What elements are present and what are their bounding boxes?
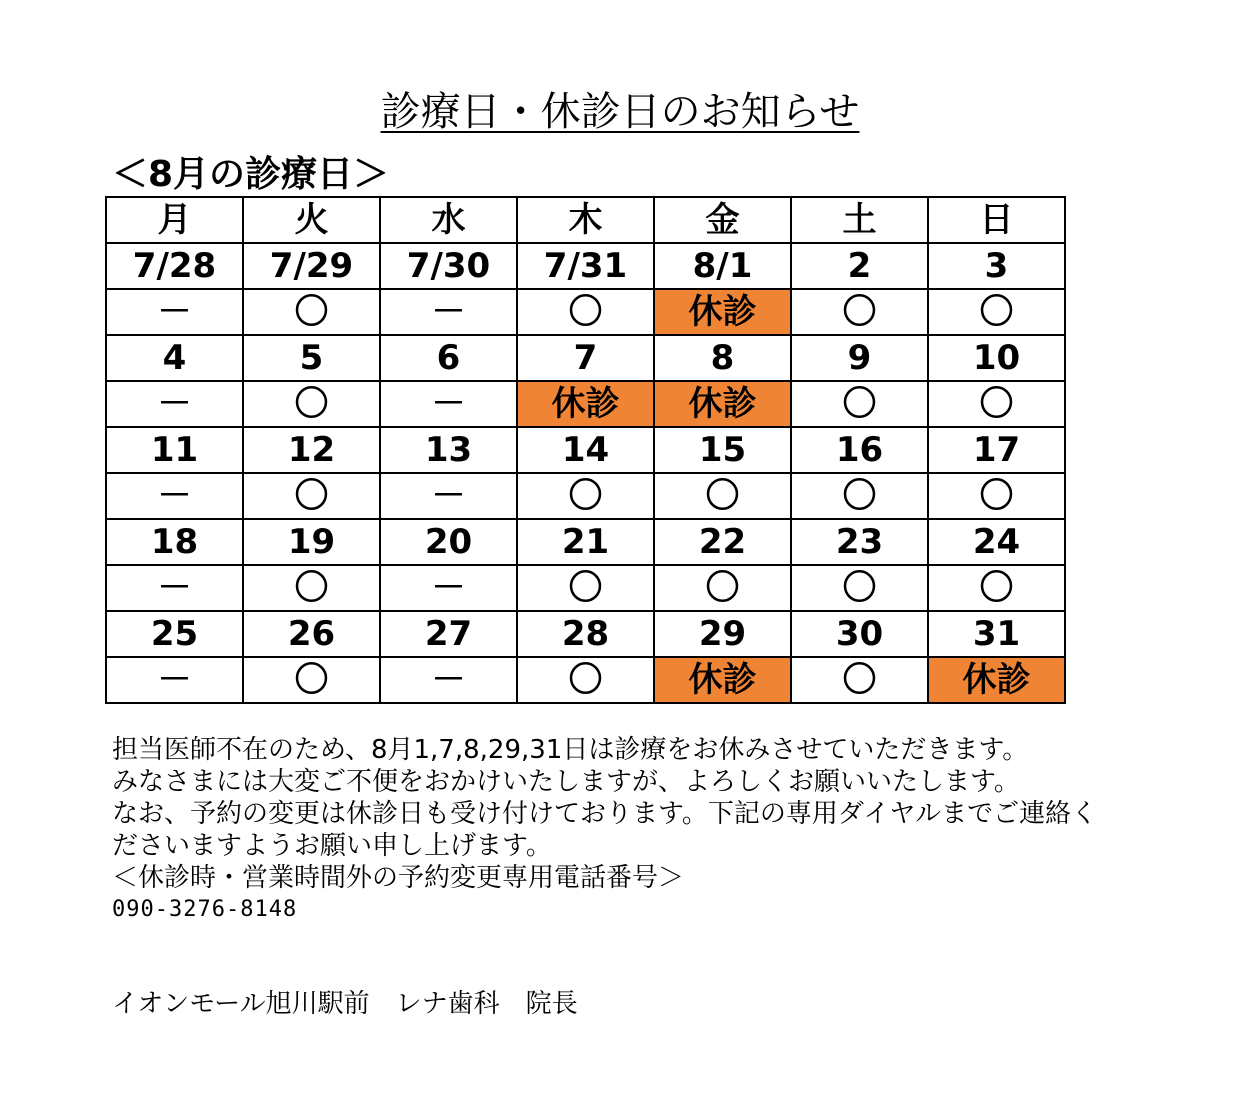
status-cell: 〇 [791, 657, 928, 703]
date-cell: 24 [928, 519, 1065, 565]
status-cell-closed: 休診 [654, 657, 791, 703]
status-cell: 〇 [928, 289, 1065, 335]
clinic-signature: イオンモール旭川駅前 レナ歯科 院長 [112, 989, 578, 1019]
status-cell: － [106, 657, 243, 703]
weekday-header: 日 [928, 197, 1065, 243]
date-cell: 5 [243, 335, 380, 381]
date-cell: 14 [517, 427, 654, 473]
date-cell: 7/31 [517, 243, 654, 289]
date-cell: 10 [928, 335, 1065, 381]
status-cell-closed: 休診 [654, 381, 791, 427]
date-cell: 7/29 [243, 243, 380, 289]
calendar-table [105, 196, 1066, 704]
status-cell: 〇 [243, 473, 380, 519]
status-cell: 〇 [517, 473, 654, 519]
date-cell: 3 [928, 243, 1065, 289]
weekday-header: 水 [380, 197, 517, 243]
date-cell: 8/1 [654, 243, 791, 289]
date-cell: 21 [517, 519, 654, 565]
date-cell: 8 [654, 335, 791, 381]
date-cell: 29 [654, 611, 791, 657]
date-cell: 9 [791, 335, 928, 381]
date-cell: 22 [654, 519, 791, 565]
phone-label: ＜休診時・営業時間外の予約変更専用電話番号＞ [112, 863, 685, 893]
status-cell: 〇 [243, 565, 380, 611]
status-cell: 〇 [791, 381, 928, 427]
date-cell: 11 [106, 427, 243, 473]
date-row [106, 519, 1065, 565]
status-row [106, 381, 1065, 427]
date-cell: 6 [380, 335, 517, 381]
status-cell: － [106, 473, 243, 519]
weekday-header: 土 [791, 197, 928, 243]
page-title-text: 診療日・休診日のお知らせ [380, 89, 860, 135]
status-cell: 〇 [928, 565, 1065, 611]
date-cell: 30 [791, 611, 928, 657]
status-cell: 〇 [791, 473, 928, 519]
notice-line-closed-days: 担当医師不在のため、8月1,7,8,29,31日は診療をお休みさせていただきます。 [112, 735, 1029, 765]
date-row [106, 335, 1065, 381]
date-cell: 18 [106, 519, 243, 565]
status-cell: 〇 [517, 289, 654, 335]
status-row [106, 565, 1065, 611]
status-cell: － [106, 289, 243, 335]
page-title [0, 86, 1240, 138]
weekday-header: 月 [106, 197, 243, 243]
date-cell: 25 [106, 611, 243, 657]
date-row [106, 611, 1065, 657]
date-row [106, 427, 1065, 473]
status-cell-closed: 休診 [654, 289, 791, 335]
weekday-header: 火 [243, 197, 380, 243]
status-cell: 〇 [243, 657, 380, 703]
status-cell: 〇 [654, 473, 791, 519]
calendar-subtitle: ＜8月の診療日＞ [112, 154, 390, 195]
status-cell-closed: 休診 [517, 381, 654, 427]
status-cell: － [380, 657, 517, 703]
weekday-header: 木 [517, 197, 654, 243]
status-cell-closed: 休診 [928, 657, 1065, 703]
date-cell: 27 [380, 611, 517, 657]
status-cell: － [106, 381, 243, 427]
date-cell: 2 [791, 243, 928, 289]
status-cell: － [380, 565, 517, 611]
date-cell: 12 [243, 427, 380, 473]
notice-text [112, 734, 1122, 926]
date-cell: 7/28 [106, 243, 243, 289]
status-cell: － [106, 565, 243, 611]
date-cell: 7 [517, 335, 654, 381]
date-cell: 28 [517, 611, 654, 657]
phone-number: 090-3276-8148 [112, 897, 298, 922]
date-cell: 15 [654, 427, 791, 473]
status-cell: 〇 [517, 657, 654, 703]
status-row [106, 289, 1065, 335]
status-row [106, 657, 1065, 703]
status-cell: － [380, 289, 517, 335]
date-cell: 23 [791, 519, 928, 565]
date-cell: 19 [243, 519, 380, 565]
status-row [106, 473, 1065, 519]
status-cell: 〇 [928, 381, 1065, 427]
status-cell: 〇 [928, 473, 1065, 519]
date-cell: 17 [928, 427, 1065, 473]
weekday-header: 金 [654, 197, 791, 243]
notice-line-apology: みなさまには大変ご不便をおかけいたしますが、よろしくお願いいたします。 [112, 767, 1020, 797]
status-cell: 〇 [243, 289, 380, 335]
date-cell: 4 [106, 335, 243, 381]
date-cell: 7/30 [380, 243, 517, 289]
status-cell: 〇 [654, 565, 791, 611]
date-cell: 26 [243, 611, 380, 657]
notice-line-reservation: なお、予約の変更は休診日も受け付けております。下記の専用ダイヤルまでご連絡くださいますようお願い申し上げます。 [112, 799, 1098, 861]
date-cell: 31 [928, 611, 1065, 657]
status-cell: 〇 [243, 381, 380, 427]
weekday-header-row [106, 197, 1065, 243]
date-cell: 13 [380, 427, 517, 473]
date-cell: 16 [791, 427, 928, 473]
status-cell: － [380, 473, 517, 519]
status-cell: 〇 [791, 289, 928, 335]
status-cell: － [380, 381, 517, 427]
status-cell: 〇 [517, 565, 654, 611]
date-row [106, 243, 1065, 289]
date-cell: 20 [380, 519, 517, 565]
status-cell: 〇 [791, 565, 928, 611]
